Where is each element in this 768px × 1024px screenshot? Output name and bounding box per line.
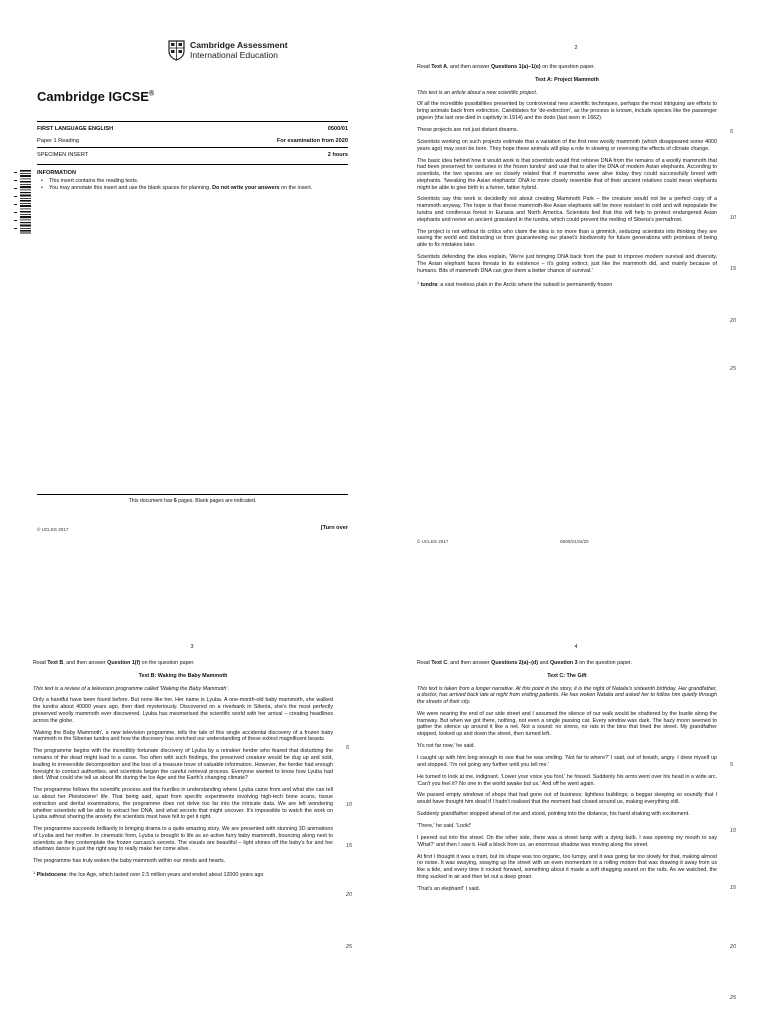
shield-crest-icon	[168, 40, 185, 61]
paragraph: The programme follows the scientific process and the hurdles in understanding where Lyuba came from and what she can tell us about her Pleistocene¹ life. That being said, apart from specific experiments involving high-tech bone scans, tissue extraction and dental examinations, the programme does not delve too far into the intricate data. We are left wondering whether scientists will be able to extract her DNA, and what secrets that might uncover. It's impossible to watch the work on Lyuba without sharing the anxiety the scientists must have felt to get it right.	[33, 787, 333, 821]
subject-row	[37, 126, 348, 132]
text-intro: This text is taken from a longer narrative. At this point in the story, it is the night of Natalia's sixteenth birthday. Her grandfather, a doctor, has arrived back late at night from visiting patients. He has woken Natalia and asked her to follow him quietly through the streets of their city.	[417, 685, 717, 705]
text-a-column	[417, 64, 717, 293]
line-number: 5	[730, 129, 733, 135]
header-rule	[37, 121, 348, 122]
text-b-column	[33, 660, 333, 884]
paragraph: These projects are not just distant dreams.	[417, 126, 518, 133]
paragraph: Suddenly grandfather stopped ahead of me and stood, pointing into the distance, his hand shaking with excitement.	[417, 811, 690, 818]
paper-row	[37, 138, 348, 144]
page-text-a	[384, 0, 768, 512]
paragraph: I peered out into the street. On the other side, there was a street lamp with a dying bulb. I was opening my mouth to say 'What?' and then I saw it. Half a block from us, an enormous shadow was moving along the street.	[417, 835, 717, 848]
turn-over: [Turn over	[320, 525, 348, 531]
footnote: $^1$ Pleistocene: the Ice Age, which lasted over 2.5 million years and ended about 12000 years ago	[33, 871, 264, 879]
paragraph: Scientists say this work is decidedly not about creating Mammoth Park – the creature would not be a perfect copy of a mammoth anyway. The hope is that these mammoth-like Asian elephants will be more resistant to cold and will repopulate the tundra and coniferous forest in Eurasia and North America. Scientists feel that this will help to protect endangered Asian elephants and revive an ancient grassland in the tundra, which could prevent the melting of Siberia's permafrost.	[417, 196, 717, 223]
page-count-note: This document has 6 pages. Blank pages are indicated.	[128, 498, 257, 504]
divider	[37, 147, 348, 148]
divider	[37, 164, 348, 165]
paragraph: Only a handful have been found before. But none like her. Her name is Lyuba. A one-month-old baby mammoth, she walked the tundra about 40000 years ago, then died mysteriously. Discovered on a riverbank in Siberia, she's the most perfectly preserved woolly mammoth ever discovered. Lyuba has mesmerised the scientific world with her arrival – creating headlines across the globe.	[33, 697, 333, 724]
cambridge-logo	[168, 40, 288, 61]
paragraph: We were nearing the end of our side street and I assumed the silence of our walk would be shattered by the bustle along the tramway. But when we got there, nothing, not even a single passing car. Every window was dark. The hazy moon seemed to gather the silence up around it like a net. Not a sound: no sirens, no rats in the bins that lined the street. My grandfather stopped, looked up and down the street, then turned left.	[417, 710, 717, 738]
paragraph: I caught up with him long enough to see that he was smiling. 'Not far to where?' I said, out of breath, angry. I drew myself up and stopped. 'I'm not going any further until you tell me.'	[417, 755, 717, 768]
paragraph: The basic idea behind how it would work is that scientists would first retrieve DNA from the remains of a woolly mammoth that had been preserved for centuries in the frozen tundra¹ and use that to alter the DNA of modern Asian elephants. According to scientists, the two species are so closely related that if mammoths were alive today they could successfully breed with elephants. Tweaking the Asian elephants' DNA to more closely resemble that of their ancient relatives could mean elephants might be able to give birth to a furrier, fattier hybrid.	[417, 157, 717, 191]
text-intro: This text is an article about a new scientific project.	[417, 89, 538, 96]
text-c-column	[417, 660, 717, 898]
paper-code: 0500/01/SI/20	[560, 539, 589, 544]
paragraph: 'That's an elephant!' I said.	[417, 885, 481, 892]
copyright: © UCLES 2017	[417, 539, 449, 544]
insert-label: SPECIMEN INSERT	[37, 152, 89, 158]
text-title: Text B: Waking the Baby Mammoth	[138, 672, 228, 679]
exam-year: For examination from 2020	[276, 138, 348, 144]
paper-name: Paper 1 Reading	[37, 138, 79, 144]
igcse-title: Cambridge IGCSE®	[37, 89, 155, 104]
information-list	[37, 178, 348, 192]
insert-row	[37, 152, 348, 158]
paragraph: Scientists working on such projects estimate that a variation of the first new woolly mammoth (which disappeared some 4000 years ago) may soon be born. They hope these animals will play a role in slowing or reversing the effects of climate change.	[417, 138, 717, 152]
paragraph: Scientists defending the idea explain, 'We're just bringing DNA back from the past to improve modern survival and diversity. The Asian elephant faces threats to its existence – it's going extinct, just like the mammoth did, and mainly because of humans. Bits of mammoth DNA can give them a better chance of survival.'	[417, 254, 717, 274]
line-number: 15	[346, 843, 352, 849]
paragraph: The project is not without its critics who claim the idea is no more than a gimmick, seducing scientists into thinking they are saving the world and distracting us from guaranteeing our planet's biodiversity for future generations with promises of being able to fix mistakes later.	[417, 228, 717, 249]
logo-line-1: Cambridge Assessment	[190, 40, 288, 50]
page-number: 4	[574, 644, 578, 650]
paragraph: 'There,' he said. 'Look!'	[417, 823, 472, 830]
paragraph: We passed empty windows of shops that had gone out of business; lightless buildings; a beggar sleeping so soundly that I would have thought him dead if I hadn't realised that the moment had closed around us, making everything still.	[417, 792, 717, 806]
paragraph: The programme succeeds brilliantly in bringing drama to a quite amazing story. We are presented with stunning 3D animations of Lyuba and her mother. In cinematic form, Lyuba is brought to life as an active furry baby mammoth, bouncing along next to scientists as they contemplate the frozen carcass's secrets. The visuals are beautiful – light shines off the baby's fur and her shadows dance in just the right way to really make her come alive.	[33, 826, 333, 853]
info-emphasis: Do not write your answers	[212, 185, 280, 191]
footer-rule	[37, 494, 348, 495]
cover-page	[0, 0, 384, 512]
line-number: 20	[346, 892, 352, 898]
info-item: • You may annotate this insert and use the blank spaces for planning. Do not write your answers on the insert.	[37, 185, 348, 192]
syllabus-code: 0500/01	[327, 126, 348, 132]
line-number: 10	[730, 215, 736, 221]
line-number: 25	[346, 944, 352, 950]
page-number: 3	[190, 644, 194, 650]
page-text-b	[0, 512, 384, 1024]
text-intro: This text is a review of a television programme called 'Waking the Baby Mammoth'.	[33, 685, 229, 692]
instruction: Read Text A, and then answer Questions 1(a)–1(e) on the question paper.	[417, 64, 595, 70]
line-number: 20	[730, 318, 736, 324]
footnote: $^1$ tundra: a vast treeless plain in the Arctic where the subsoil is permanently frozen	[417, 280, 613, 288]
paragraph: The programme has truly woken the baby mammoth within our minds and hearts.	[33, 858, 226, 865]
registered-mark: ®	[148, 90, 155, 98]
barcode-icon	[14, 170, 32, 234]
line-number: 20	[730, 944, 736, 950]
page-count: 6	[173, 498, 177, 504]
paragraph: He turned to look at me, indignant. 'Lower your voice you fool,' he hissed. Suddenly his arms went over his head in a wide arc. 'Can't you feel it? No one in the world awake but us.' And off he went again.	[417, 773, 717, 787]
line-number: 25	[730, 995, 736, 1001]
paragraph: 'Waking the Baby Mammoth', a new television programme, tells the tale of this single accidental discovery of a frozen baby mammoth in the Siberian tundra and how the discovery has enriched our understanding of these extinct magnificent beasts.	[33, 729, 333, 743]
paragraph: At first I thought it was a tram, but its shape was too organic, too lumpy, and it was going far too slowly for that, making almost no noise. It was swaying, swaying up the street with an even momentum in a rolling motion that was drawing it away from us like a tide, and every time it rocked forward, something about it made a soft dragging sound on the rails. As we watched, the thing sucked in air and then let out a deep groan.	[417, 853, 717, 880]
copyright: © UCLES 2017	[37, 527, 69, 532]
line-number: 5	[346, 745, 349, 751]
instruction: Read Text C, and then answer Questions 2(a)–(d) and Question 3 on the question paper.	[417, 660, 632, 666]
information-box	[37, 170, 348, 192]
text-title: Text A: Project Mammoth	[535, 76, 599, 83]
line-number: 5	[730, 762, 733, 768]
information-heading: INFORMATION	[37, 170, 77, 176]
text-title: Text C: The Gift	[547, 672, 587, 679]
line-number: 15	[730, 885, 736, 891]
paragraph: The programme begins with the incredibly fortunate discovery of Lyuba by a reindeer herder who feared that disturbing the remains of the dead might lead to a curse. Too often with such findings, the preserved creature would be dug up and sold, leading to irreversible decomposition and the loss of a treasure trove of valuable information. However, the herder had enough foresight to contact authorities, and scientists began the careful retrieval process. Everyone wanted to know how Lyuba had died. What could she tell us about life during the Ice Age and the Earth's changing climate?	[33, 748, 333, 782]
duration: 2 hours	[327, 152, 348, 158]
line-number: 10	[346, 802, 352, 808]
line-number: 15	[730, 266, 736, 272]
line-number: 25	[730, 366, 736, 372]
instruction: Read Text B, and then answer Question 1(f) on the question paper.	[33, 660, 195, 666]
info-item: • This insert contains the reading texts.	[37, 178, 348, 185]
paragraph: Of all the incredible possibilities presented by controversial new scientific techniques, perhaps the most intriguing are efforts to bring animals back from extinction. Candidates for 'de-extinction', as the process is known, include species like the passenger pigeon (the last one died in captivity in 1914) and the dodo (last seen in 1662).	[417, 101, 717, 121]
subject-name: FIRST LANGUAGE ENGLISH	[37, 126, 114, 132]
paragraph: 'It's not far now,' he said.	[417, 743, 476, 750]
page-text-c	[384, 512, 768, 1024]
line-number: 10	[730, 828, 736, 834]
page-number: 2	[574, 45, 578, 51]
logo-line-2: International Education	[190, 50, 278, 60]
